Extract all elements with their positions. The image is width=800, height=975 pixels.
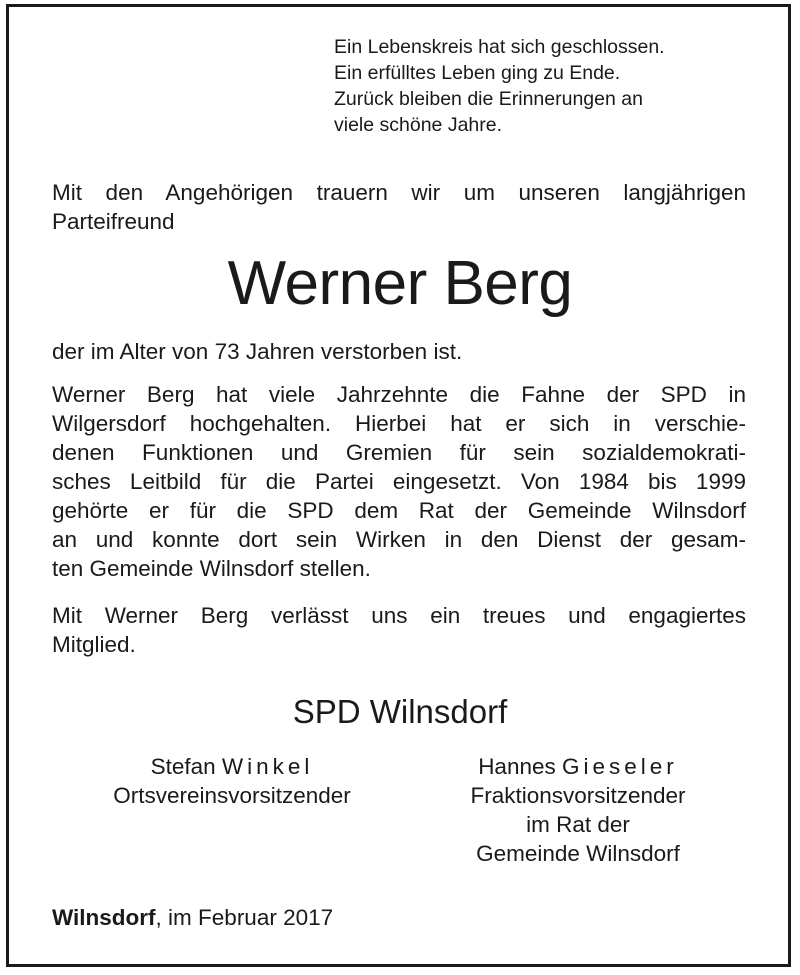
dateline-place: Wilnsdorf bbox=[52, 905, 156, 930]
intro-line: Parteifreund bbox=[52, 209, 175, 234]
organization-name: SPD Wilnsdorf bbox=[292, 693, 508, 730]
tribute-line: an und konnte dort sein Wirken in den Dienst der gesam- bbox=[52, 527, 746, 552]
tribute-line: denen Funktionen und Gremien für sein sozialdemokrati- bbox=[52, 440, 746, 465]
deceased-name: Werner Berg bbox=[227, 249, 573, 318]
signatory-role: Gemeinde Wilnsdorf bbox=[476, 841, 680, 866]
signatory-role: Ortsvereinsvorsitzender bbox=[113, 783, 351, 808]
intro-text bbox=[52, 178, 746, 236]
closing-paragraph bbox=[52, 601, 746, 659]
signatory-last-name: Gieseler bbox=[562, 754, 678, 779]
tribute-paragraph bbox=[52, 380, 746, 583]
signatory-left bbox=[84, 752, 380, 810]
age-sentence: der im Alter von 73 Jahren verstorben ist. bbox=[52, 339, 463, 364]
poem-line: Ein erfülltes Leben ging zu Ende. bbox=[334, 62, 621, 84]
tribute-line: gehörte er für die SPD dem Rat der Gemeinde Wilnsdorf bbox=[52, 498, 746, 523]
closing-line: Mit Werner Berg verlässt uns ein treues und engagiertes bbox=[52, 603, 746, 628]
tribute-line: Werner Berg hat viele Jahrzehnte die Fahne der SPD in bbox=[52, 382, 746, 407]
signatory-right bbox=[430, 752, 726, 868]
poem-line: viele schöne Jahre. bbox=[334, 114, 503, 136]
signatory-first-name: Stefan bbox=[150, 754, 216, 779]
tribute-line: ten Gemeinde Wilnsdorf stellen. bbox=[52, 556, 371, 581]
signatory-first-name: Hannes bbox=[478, 754, 556, 779]
poem bbox=[334, 34, 665, 138]
closing-line: Mitglied. bbox=[52, 632, 136, 657]
signatory-name bbox=[84, 752, 380, 781]
intro-line: Mit den Angehörigen trauern wir um unseren langjährigen bbox=[52, 180, 746, 205]
poem-line: Ein Lebenskreis hat sich geschlossen. bbox=[334, 36, 665, 58]
signatory-role: im Rat der bbox=[526, 812, 630, 837]
tribute-line: Wilgersdorf hochgehalten. Hierbei hat er sich in verschie- bbox=[52, 411, 746, 436]
dateline-date: , im Februar 2017 bbox=[155, 905, 334, 930]
dateline bbox=[52, 902, 333, 934]
signatory-role: Fraktionsvorsitzender bbox=[470, 783, 686, 808]
tribute-line: sches Leitbild für die Partei eingesetzt. Von 1984 bis 1999 bbox=[52, 469, 746, 494]
signatory-last-name: Winkel bbox=[221, 754, 314, 779]
signatory-name bbox=[430, 752, 726, 781]
poem-line: Zurück bleiben die Erinnerungen an bbox=[334, 88, 643, 110]
